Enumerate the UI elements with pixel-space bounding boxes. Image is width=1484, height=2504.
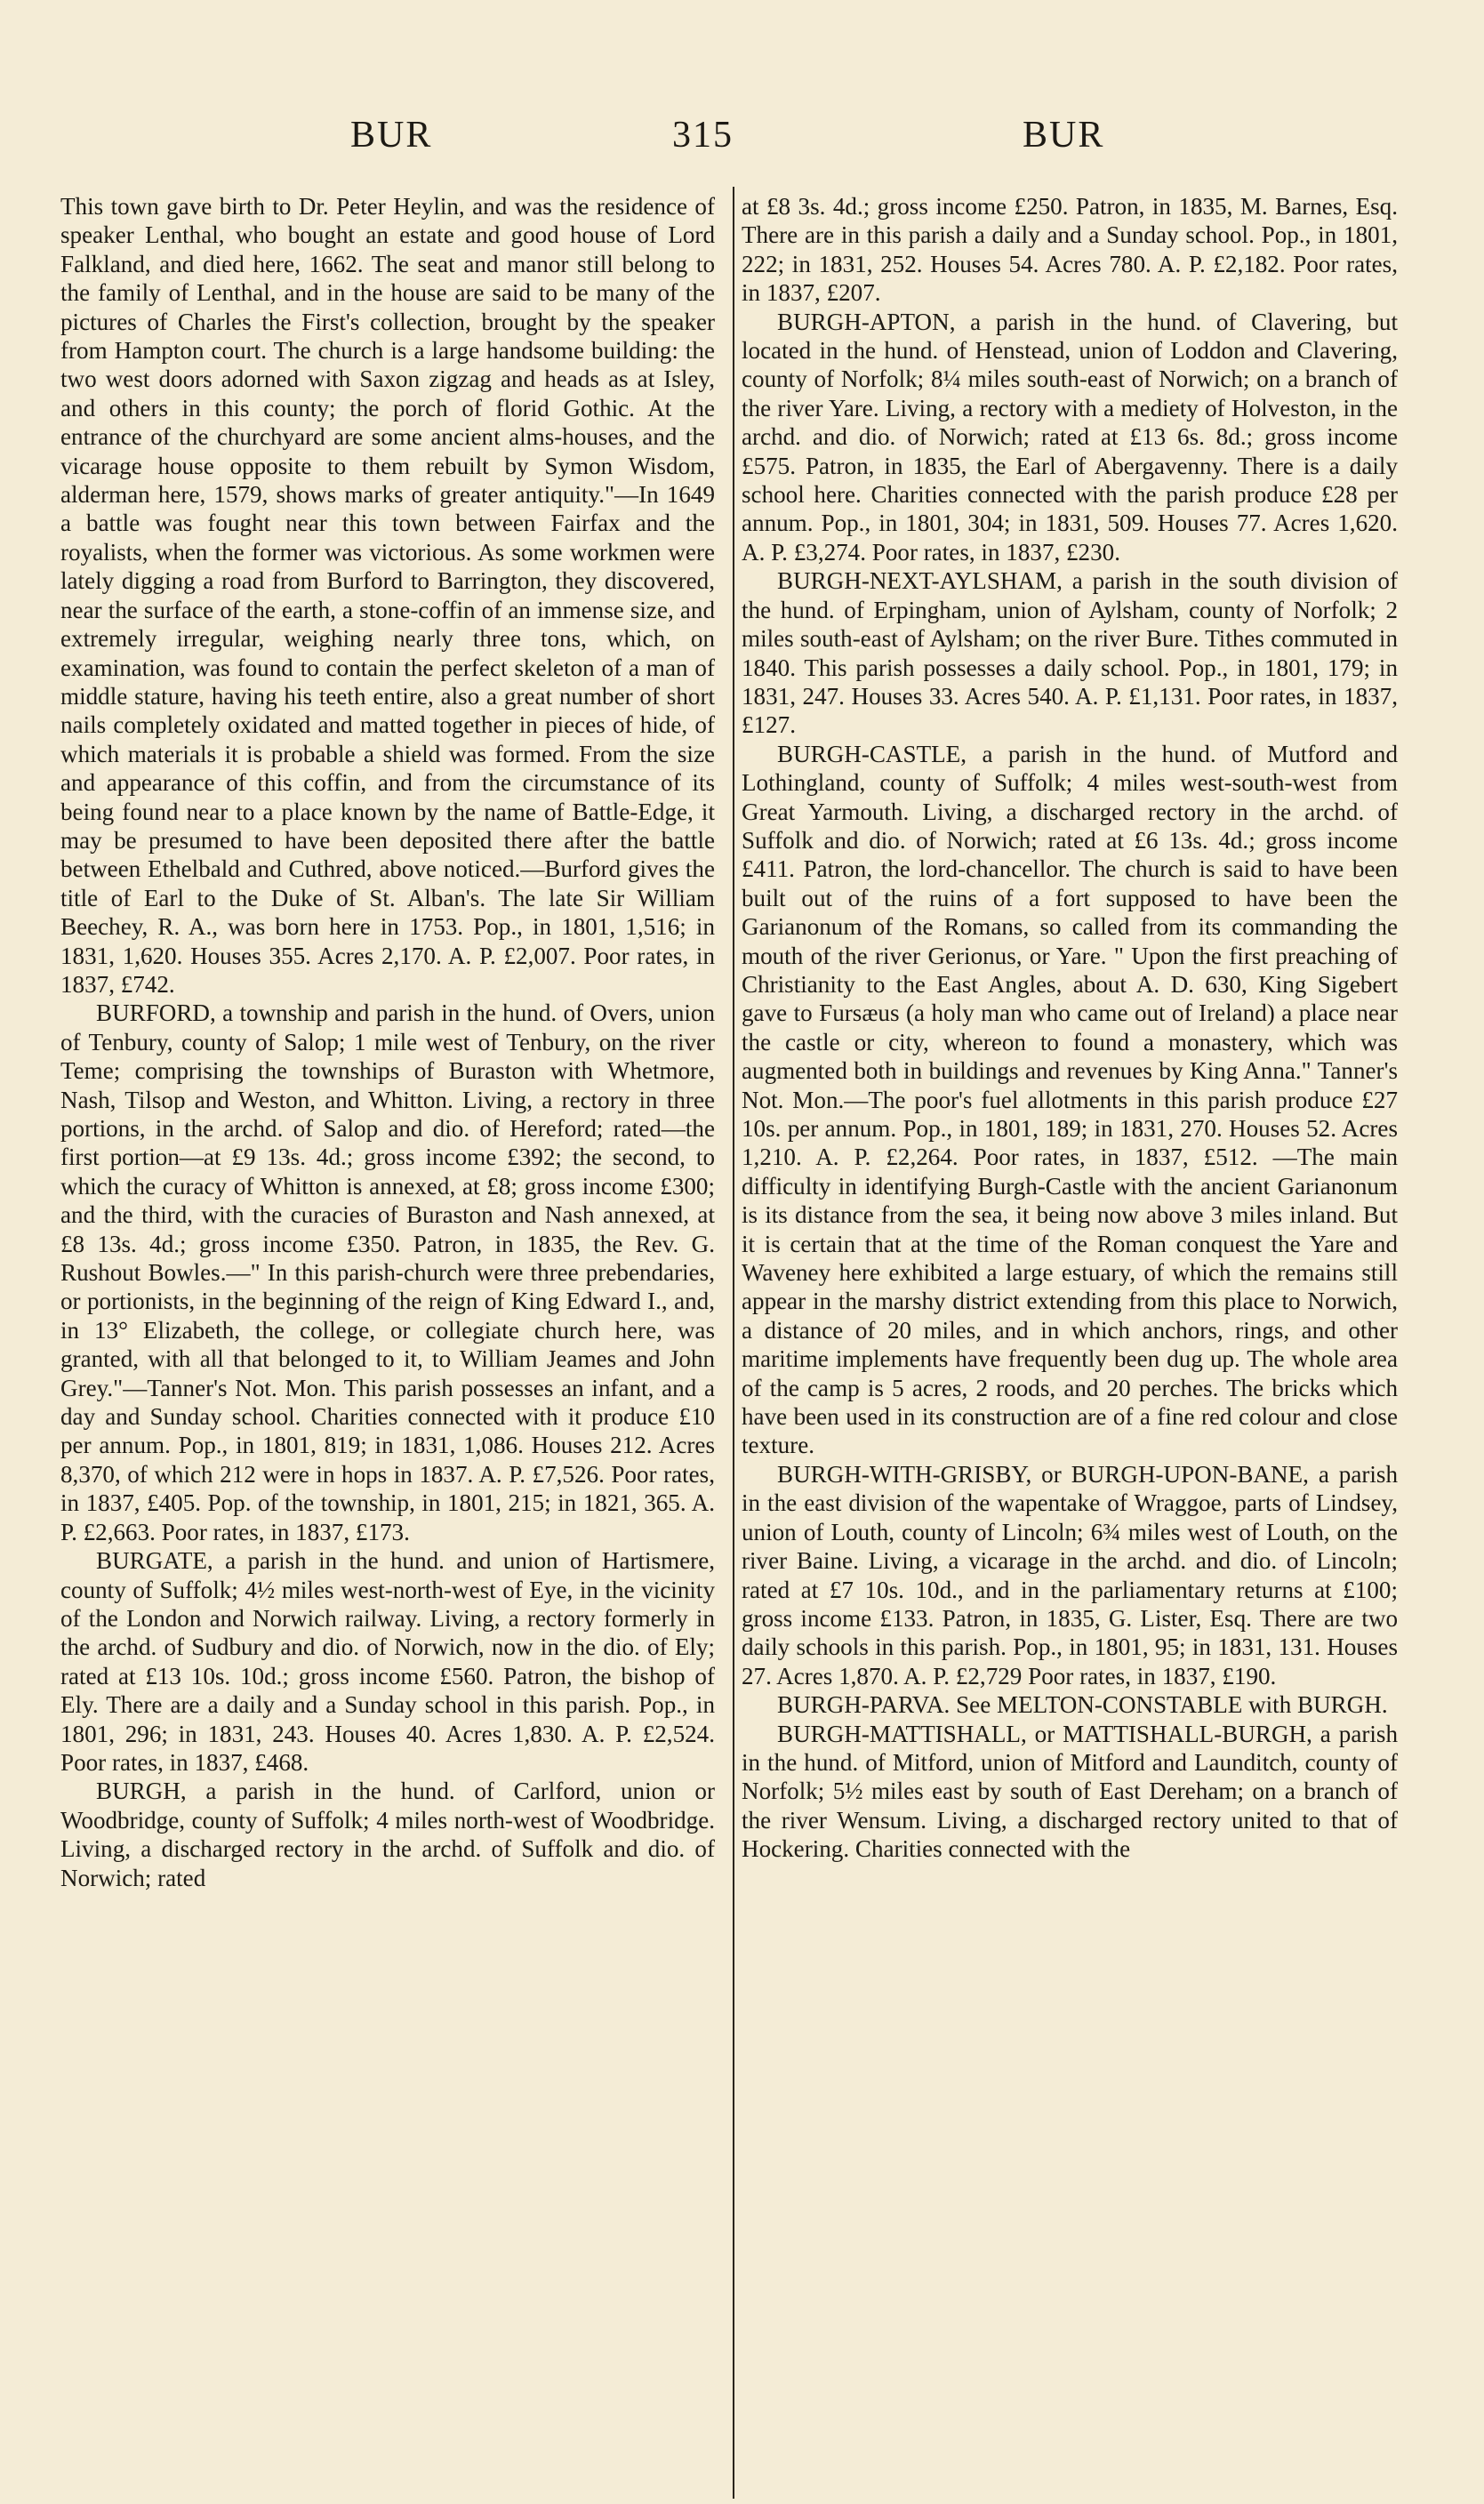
entry-burgh-apton: BURGH-APTON, a parish in the hund. of Clavering, but located in the hund. of Henstead, union of Loddon and Clavering, county of Norfolk; 8¼ miles south-east of Norwich; on a branch of the river Yare. Living, a rectory with a mediety of Holveston, in the archd. and dio. of Norwich; rated at £13 6s. 8d.; gross income £575. Patron, in 1835, the Earl of Abergavenny. There is a daily school here. Charities connected with the parish produce £28 per annum. Pop., in 1801, 304; in 1831, 509. Houses 77. Acres 1,620. A. P. £3,274. Poor rates, in 1837, £230. <box>742 308 1398 566</box>
entry-burgh-castle: BURGH-CASTLE, a parish in the hund. of Mutford and Lothingland, county of Suffolk; 4 miles west-south-west from Great Yarmouth. Living, a discharged rectory in the archd. of Suffolk and dio. of Norwich; rated at £6 13s. 4d.; gross income £411. Patron, the lord-chancellor. The church is said to have been built out of the ruins of a fort supposed to have been the Garianonum of the Romans, so called from its commanding the mouth of the river Gerionus, or Yare. " Upon the first preaching of Christianity to the East Angles, about A. D. 630, King Sigebert gave to Fursæus (a holy man who came out of Ireland) a place near the castle or city, whereon to found a monastery, which was augmented both in buildings and revenues by King Anna." Tanner's Not. Mon.—The poor's fuel allotments in this parish produce £27 10s. per annum. Pop., in 1801, 189; in 1831, 270. Houses 52. Acres 1,210. A. P. £2,264. Poor rates, in 1837, £512. —The main difficulty in identifying Burgh-Castle with the ancient Garianonum is its distance from the sea, it being now above 3 miles inland. But it is certain that at the time of the Roman conquest the Yare and Waveney here exhibited a large estuary, of which the remains still appear in the marshy district extending from this place to Norwich, a distance of 20 miles, and in which anchors, rings, and other maritime implements have frequently been dug up. The whole area of the camp is 5 acres, 2 roods, and 20 perches. The bricks which have been used in its construction are of a fine red colour and close texture. <box>742 740 1398 1459</box>
entry-burford-salop: BURFORD, a township and parish in the hund. of Overs, union of Tenbury, county of Salop; 1 mile west of Tenbury, on the river Teme; comprising the townships of Buraston with Whetmore, Nash, Tilsop and Weston, and Whitton. Living, a rectory in three portions, in the archd. of Salop and dio. of Hereford; rated—the first portion—at £9 13s. 4d.; gross income £392; the second, to which the curacy of Whitton is annexed, at £8; gross income £300; and the third, with the curacies of Buraston and Nash annexed, at £8 13s. 4d.; gross income £350. Patron, in 1835, the Rev. G. Rushout Bowles.—" In this parish-church were three prebendaries, or portionists, in the beginning of the reign of King Edward I., and, in 13° Elizabeth, the college, or collegiate church here, was granted, with all that belonged to it, to William Jeames and John Grey."—Tanner's Not. Mon. This parish possesses an infant, and a day and Sunday school. Charities connected with it produce £10 per annum. Pop., in 1801, 819; in 1831, 1,086. Houses 212. Acres 8,370, of which 212 were in hops in 1837. A. P. £7,526. Poor rates, in 1837, £405. Pop. of the township, in 1801, 215; in 1821, 365. A. P. £2,663. Poor rates, in 1837, £173. <box>60 999 715 1545</box>
paragraph-burford-town: This town gave birth to Dr. Peter Heylin, and was the residence of speaker Lenthal, who bought an estate and good house of Lord Falkland, and died here, 1662. The seat and manor still belong to the family of Lenthal, and in the house are said to be many of the pictures of Charles the First's collection, brought by the speaker from Hampton court. The church is a large handsome building: the two west doors adorned with Saxon zigzag and heads as at Isley, and others in this county; the porch of florid Gothic. At the entrance of the churchyard are some ancient alms-houses, and the vicarage house opposite to them rebuilt by Symon Wisdom, alderman here, 1579, shows marks of greater antiquity."—In 1649 a battle was fought near this town between Fairfax and the royalists, when the former was victorious. As some workmen were lately digging a road from Burford to Barrington, they discovered, near the surface of the earth, a stone-coffin of an immense size, and extremely irregular, weighing nearly three tons, which, on examination, was found to contain the perfect skeleton of a man of middle stature, having his teeth entire, also a great number of short nails completely oxidated and matted together in pieces of hide, of which materials it is probable a shield was formed. From the size and appearance of this coffin, and from the circumstance of its being found near to a place known by the name of Battle-Edge, it may be presumed to have been deposited there after the battle between Ethelbald and Cuthred, above noticed.—Burford gives the title of Earl to the Duke of St. Alban's. The late Sir William Beechey, R. A., was born here in 1753. Pop., in 1801, 1,516; in 1831, 1,620. Houses 355. Acres 2,170. A. P. £2,007. Poor rates, in 1837, £742. <box>60 193 715 998</box>
header-left-catchword: BUR <box>350 115 433 156</box>
left-column <box>60 192 715 1892</box>
entry-burgh-next-aylsham: BURGH-NEXT-AYLSHAM, a parish in the south division of the hund. of Erpingham, union of Aylsham, county of Norfolk; 2 miles south-east of Aylsham; on the river Bure. Tithes commuted in 1840. This parish possesses a daily school. Pop., in 1801, 179; in 1831, 247. Houses 33. Acres 540. A. P. £1,131. Poor rates, in 1837, £127. <box>742 567 1398 739</box>
page-number: 315 <box>672 115 734 156</box>
entry-burgh-mattishall: BURGH-MATTISHALL, or MATTISHALL-BURGH, a parish in the hund. of Mitford, union of Mitford and Launditch, county of Norfolk; 5½ miles east by south of East Dereham; on a branch of the river Wensum. Living, a discharged rectory united to that of Hockering. Charities connected with the <box>742 1720 1398 1863</box>
running-header <box>0 114 1484 167</box>
entry-burgh-parva: BURGH-PARVA. See MELTON-CONSTABLE with BURGH. <box>777 1691 1388 1719</box>
header-right-catchword: BUR <box>1023 115 1105 156</box>
column-divider <box>733 187 734 2499</box>
right-column <box>742 192 1398 1864</box>
paragraph-burgh-continued: at £8 3s. 4d.; gross income £250. Patron, in 1835, M. Barnes, Esq. There are in this parish a daily and a Sunday school. Pop., in 1801, 222; in 1831, 252. Houses 54. Acres 780. A. P. £2,182. Poor rates, in 1837, £207. <box>742 193 1398 307</box>
entry-burgh: BURGH, a parish in the hund. of Carlford, union or Woodbridge, county of Suffolk; 4 miles north-west of Woodbridge. Living, a discharged rectory in the archd. of Suffolk and dio. of Norwich; rated <box>60 1778 715 1891</box>
entry-burgate: BURGATE, a parish in the hund. and union of Hartismere, county of Suffolk; 4½ miles west-north-west of Eye, in the vicinity of the London and Norwich railway. Living, a rectory formerly in the archd. of Sudbury and dio. of Norwich, now in the dio. of Ely; rated at £13 10s. 10d.; gross income £560. Patron, the bishop of Ely. There are a daily and a Sunday school in this parish. Pop., in 1801, 296; in 1831, 243. Houses 40. Acres 1,830. A. P. £2,524. Poor rates, in 1837, £468. <box>60 1547 715 1776</box>
entry-burgh-with-grisby: BURGH-WITH-GRISBY, or BURGH-UPON-BANE, a parish in the east division of the wapentake of Wraggoe, parts of Lindsey, union of Louth, county of Lincoln; 6¾ miles west of Louth, on the river Baine. Living, a vicarage in the archd. and dio. of Lincoln; rated at £7 10s. 10d., and in the parliamentary returns at £100; gross income £133. Patron, in 1835, G. Lister, Esq. There are two daily schools in this parish. Pop., in 1801, 95; in 1831, 131. Houses 27. Acres 1,870. A. P. £2,729 Poor rates, in 1837, £190. <box>742 1460 1398 1689</box>
